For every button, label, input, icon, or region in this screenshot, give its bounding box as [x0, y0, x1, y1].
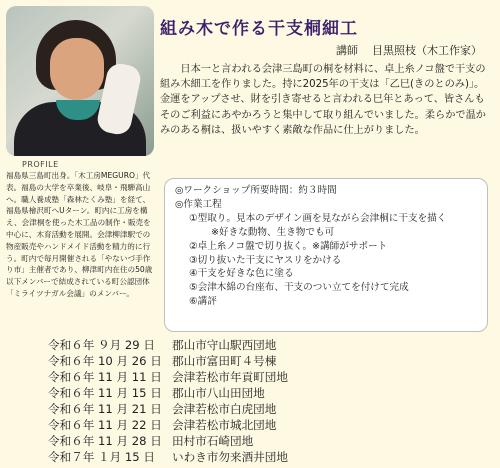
schedule-row [48, 433, 288, 449]
intro-paragraph [160, 62, 490, 138]
profile-line: MEGURO」代表。福島の大学を卒業 [6, 171, 151, 192]
profile-line: される「やないづ手作り市」主催者 [6, 253, 151, 275]
profile-line: 福島県三島町出身。「木工房 [6, 171, 101, 180]
intro-line: とあって、皆さんもそのご利益にあやかろうと集中して取り組ん [160, 94, 485, 121]
schedule-date: 令和６年 ９月 29 日 [48, 338, 155, 352]
workshop-step: ④干支を好きな色に塗る [189, 268, 294, 280]
schedule-row [48, 353, 288, 369]
schedule-place: 郡山市富田町４号棟 [172, 354, 277, 368]
intro-line: 干支の組み木細工を作りました。持に2025年の干支は「乙巳(き [160, 64, 486, 91]
profile-line: 町へUターン。町内に工房を構え、会 [6, 206, 148, 228]
profile-line: であり、柳津町内在住の50歳以下メ [6, 265, 153, 287]
profile-line: 後、岐阜・飛騨高山へ。職人養成塾 [6, 182, 151, 204]
schedule-row [48, 401, 288, 417]
schedule-place: 田村市石崎団地 [172, 434, 254, 448]
schedule-list [48, 337, 288, 465]
instructor-photo [6, 6, 154, 156]
schedule-date: 令和６年 10 月 26 日 [48, 354, 162, 368]
instructor-name: 目黒照枝（木工作家） [372, 44, 482, 57]
workshop-step: ⑤会津木綿の台座布、干支のつい立てを付けて完成 [189, 282, 409, 294]
workshop-info-box [164, 178, 488, 332]
schedule-date: 令和６年 11 月 21 日 [48, 402, 162, 416]
profile-line: 「ミライツナガル会議」のメンバー。 [6, 288, 134, 298]
intro-line: のとのみ)」。金運をアップさせ、財を引き寄せると言われる巳年 [160, 79, 485, 106]
schedule-place: 郡山市守山駅西団地 [172, 338, 277, 352]
schedule-row [48, 385, 288, 401]
workshop-step: ②卓上糸ノコ盤で切り抜く。※講師がサポート [189, 240, 388, 252]
schedule-row [48, 369, 288, 385]
workshop-step: ⑥講評 [189, 296, 217, 308]
schedule-place: いわき市勿来酒井団地 [172, 450, 288, 464]
intro-line: 品に仕上がりました。 [323, 124, 425, 136]
schedule-date: 令和６年 11 月 11 日 [48, 370, 162, 384]
profile-line: ンバーで結成されている町公認団体 [28, 277, 150, 287]
schedule-date: 令和６年 11 月 15 日 [48, 386, 162, 400]
intro-line: 日本一と言われる会津三島町の桐を材料に、卓上糸ノコ盤で [180, 64, 455, 75]
workshop-step: ③切り抜いた干支にヤスリをかける [189, 254, 342, 266]
schedule-date: 令和６年 11 月 22 日 [48, 418, 162, 432]
profile-text [6, 170, 156, 300]
profile-line: 中心に、木育活動を展開。会津柳津 [6, 229, 128, 239]
schedule-date: 令和６年 11 月 28 日 [48, 434, 162, 448]
schedule-place: 郡山市八山田団地 [172, 386, 265, 400]
schedule-place: 会津若松市白虎団地 [172, 402, 277, 416]
profile-line: 動を精力的に行う。町内で毎月開催 [6, 241, 151, 263]
schedule-row [48, 449, 288, 465]
profile-line: 津桐を使った木工品の制作・販売を [29, 218, 151, 228]
photo-face [50, 38, 104, 100]
schedule-place: 会津若松市年貢町団地 [172, 370, 288, 384]
article-title: 組み木で作る干支桐細工 [160, 19, 358, 39]
profile-line: 「森林たくみ塾」を経て、福島県檜沢 [6, 194, 151, 216]
schedule-date: 令和７年 １月 15 日 [48, 450, 155, 464]
schedule-place: 会津若松市城北団地 [172, 418, 277, 432]
instructor-role: 講師 [336, 44, 358, 57]
profile-label: PROFILE [22, 160, 59, 169]
workshop-process-title: ◎作業工程 [175, 198, 222, 210]
intro-line: でいました。柔らかで温かみのある桐は、扱いやすく素敵な作 [160, 109, 486, 136]
profile-line: 駅での物産販売やハンドメイド活 [6, 229, 151, 251]
schedule-row [48, 417, 288, 433]
workshop-step-note: ※好きな動物、生き物でも可 [211, 226, 335, 238]
workshop-step: ①型取り。見本のデザイン画を見ながら会津桐に干支を描く [189, 212, 447, 224]
workshop-time: ◎ワークショップ所要時間：約３時間 [175, 185, 337, 196]
schedule-row [48, 337, 288, 353]
instructor-credit [336, 42, 482, 58]
